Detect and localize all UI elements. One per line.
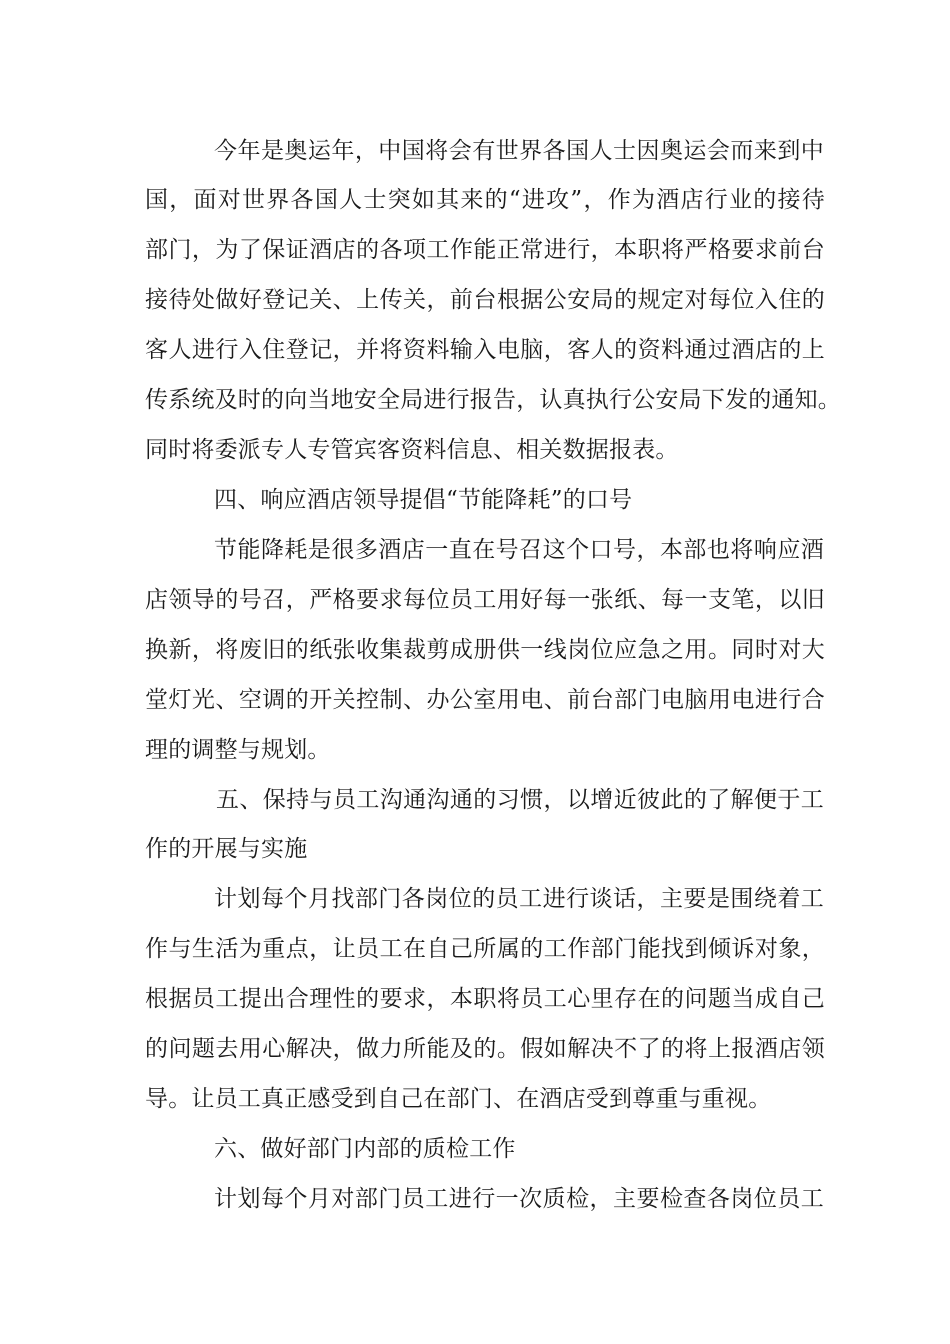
paragraph-line: 客人进行入住登记，并将资料输入电脑，客人的资料通过酒店的上 [145,337,825,363]
paragraph-line: 的问题去用心解决，做力所能及的。假如解决不了的将上报酒店领 [145,1036,825,1062]
paragraph-line: 传系统及时的向当地安全局进行报告，认真执行公安局下发的通知。 [145,387,841,413]
section-heading: 四、响应酒店领导提倡“节能降耗”的口号 [214,487,633,513]
paragraph-line: 计划每个月对部门员工进行一次质检，主要检查各岗位员工 [214,1186,824,1212]
section-heading: 六、做好部门内部的质检工作 [214,1136,516,1162]
paragraph-line: 部门，为了保证酒店的各项工作能正常进行，本职将严格要求前台 [145,237,825,263]
paragraph-line: 接待处做好登记关、上传关，前台根据公安局的规定对每位入住的 [145,287,825,313]
paragraph-line: 作与生活为重点，让员工在自己所属的工作部门能找到倾诉对象， [145,936,825,962]
paragraph-line: 计划每个月找部门各岗位的员工进行谈话，主要是围绕着工 [214,886,824,912]
paragraph-line: 今年是奥运年，中国将会有世界各国人士因奥运会而来到中 [214,138,824,164]
section-heading-continued: 作的开展与实施 [145,836,308,862]
paragraph-line: 理的调整与规划。 [145,737,331,763]
paragraph-line: 导。让员工真正感受到自己在部门、在酒店受到尊重与重视。 [145,1086,772,1112]
paragraph-line: 同时将委派专人专管宾客资料信息、相关数据报表。 [145,437,679,463]
paragraph-line: 堂灯光、空调的开关控制、办公室用电、前台部门电脑用电进行合 [145,687,825,713]
paragraph-line: 节能降耗是很多酒店一直在号召这个口号，本部也将响应酒 [214,537,824,563]
paragraph-line: 换新，将废旧的纸张收集裁剪成册供一线岗位应急之用。同时对大 [145,637,825,663]
paragraph-line: 店领导的号召，严格要求每位员工用好每一张纸、每一支笔，以旧 [145,587,825,613]
section-heading: 五、保持与员工沟通沟通的习惯，以增近彼此的了解便于工 [216,787,824,813]
paragraph-line: 根据员工提出合理性的要求，本职将员工心里存在的问题当成自己 [145,986,825,1012]
paragraph-line: 国，面对世界各国人士突如其来的“进攻”，作为酒店行业的接待 [145,187,825,213]
